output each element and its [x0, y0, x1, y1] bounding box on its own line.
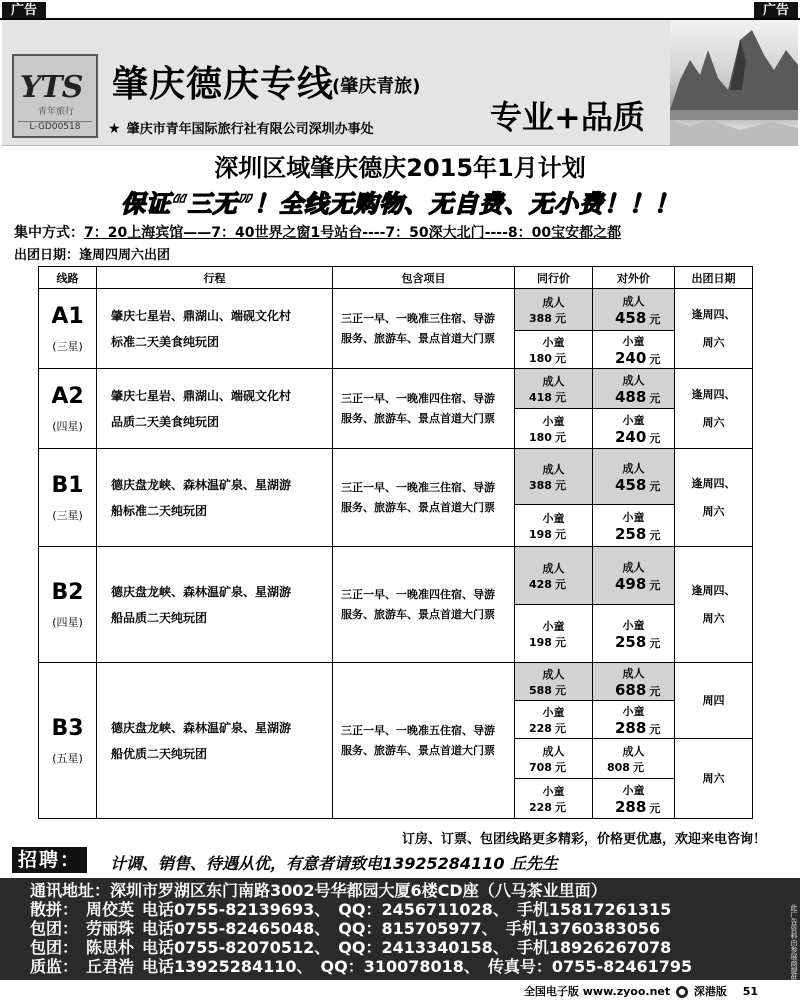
price-unit: 元 [649, 801, 661, 815]
contact-name: 周佼英 [86, 900, 135, 919]
price-label: 小童 [542, 335, 565, 349]
route-code-cell [39, 547, 97, 663]
company-text: 肇庆市青年国际旅行社有限公司深圳办事处 [126, 122, 374, 137]
contact-qq: QQ：310078018、 [320, 957, 480, 976]
table-row [39, 289, 753, 331]
contact-qq: QQ：2456711028、 [338, 900, 509, 919]
price-unit: 元 [554, 478, 566, 492]
includes-line: 服务、旅游车、景点首道大门票 [341, 500, 495, 514]
date-line: 逢周四、 [691, 307, 736, 321]
price-unit: 元 [649, 528, 661, 542]
price-unit: 元 [554, 683, 566, 697]
itinerary-cell [97, 547, 333, 663]
price-value: 708 [529, 760, 552, 774]
plan-title: 深圳区域肇庆德庆2015年1月计划 [214, 154, 586, 182]
price-label: 小童 [542, 784, 565, 798]
gather-info [14, 222, 621, 242]
date-line: 周六 [702, 771, 725, 785]
price-value: 588 [529, 683, 552, 697]
departure-cell [675, 739, 753, 819]
departure-info [14, 244, 170, 263]
route-code-cell [39, 663, 97, 819]
company-name [108, 118, 374, 137]
price-value: 180 [529, 430, 552, 444]
peer-adult-price [515, 663, 593, 701]
contact-role: 包团： [30, 938, 79, 957]
itinerary-line: 船标准二天纯玩团 [111, 503, 208, 518]
header-line: 线路 [39, 267, 97, 289]
mountain-image [670, 20, 798, 146]
departure-cell [675, 289, 753, 369]
price-label: 成人 [542, 561, 565, 575]
itinerary-line: 德庆盘龙峡、森林温矿泉、星湖游 [111, 720, 292, 735]
ad-label-left: 广告 [2, 2, 46, 20]
date-line: 周四 [702, 693, 725, 707]
price-value: 388 [529, 311, 552, 325]
itinerary-line: 德庆盘龙峡、森林温矿泉、星湖游 [111, 584, 292, 599]
date-line: 周六 [702, 611, 725, 625]
contact-name: 陈思朴 [86, 938, 135, 957]
price-unit: 元 [554, 311, 566, 325]
price-value: 198 [529, 527, 552, 541]
header-itinerary: 行程 [97, 267, 333, 289]
gather-label: 集中方式： [14, 225, 84, 241]
public-adult-price [593, 663, 675, 701]
route-code: B2 [51, 579, 84, 605]
page-number: 51 [742, 985, 758, 998]
peer-child-price [515, 331, 593, 369]
price-label: 成人 [542, 744, 565, 758]
public-adult-price [593, 547, 675, 605]
departure-cell [675, 369, 753, 449]
price-label: 小童 [542, 705, 565, 719]
price-unit: 元 [554, 635, 566, 649]
price-unit: 元 [649, 431, 661, 445]
price-value: 808 [607, 760, 630, 774]
peer-child-price [515, 409, 593, 449]
departure-label: 出团日期： [14, 248, 80, 263]
route-code: A2 [51, 383, 84, 409]
recruit-text: 计调、销售、待遇从优，有意者请致电13925284110 丘先生 [110, 854, 559, 873]
price-value: 258 [615, 524, 647, 543]
price-value: 198 [529, 635, 552, 649]
price-unit: 元 [649, 391, 661, 405]
contact-panel [0, 878, 800, 980]
contact-extra: 手机18926267078 [516, 938, 672, 957]
route-code-cell [39, 369, 97, 449]
price-unit: 元 [554, 351, 566, 365]
guarantee-slogan: 保证“三无”！全线无购物、无自费、无小费！！！ [121, 190, 679, 218]
departure-cell [675, 663, 753, 739]
price-unit: 元 [649, 578, 661, 592]
itinerary-line: 肇庆七星岩、鼎湖山、端砚文化村 [111, 308, 292, 323]
public-adult-price [593, 369, 675, 409]
includes-line: 三正一早、一晚准四住宿、导游 [341, 587, 495, 601]
brand-title: 肇庆德庆专线 [112, 64, 335, 105]
contact-phone: 电话0755-82465048、 [142, 919, 331, 938]
includes-cell [333, 449, 515, 547]
table-row [39, 449, 753, 505]
price-label: 成人 [542, 462, 565, 476]
includes-line: 三正一早、一晚准四住宿、导游 [341, 391, 495, 405]
public-child-price [593, 701, 675, 739]
price-unit: 元 [554, 390, 566, 404]
route-code-cell [39, 449, 97, 547]
peer-adult-price [515, 739, 593, 779]
itinerary-line: 肇庆七星岩、鼎湖山、端砚文化村 [111, 388, 292, 403]
ad-label-right: 广告 [754, 2, 798, 20]
slogan: 专业+品质 [490, 98, 645, 136]
date-line: 逢周四、 [691, 387, 736, 401]
public-child-price [593, 605, 675, 663]
brand-subtitle: (肇庆青旅) [332, 76, 421, 97]
price-value: 388 [529, 478, 552, 492]
price-unit: 元 [554, 800, 566, 814]
date-line: 逢周四、 [691, 476, 736, 490]
peer-adult-price [515, 547, 593, 605]
contact-name: 丘君浩 [86, 957, 135, 976]
contact-phone: 电话0755-82139693、 [142, 900, 331, 919]
price-value: 288 [615, 797, 647, 816]
peer-child-price [515, 505, 593, 547]
price-unit: 元 [649, 722, 661, 736]
peer-child-price [515, 779, 593, 819]
recruit-badge: 招聘： [12, 847, 87, 873]
price-label: 小童 [622, 783, 645, 797]
includes-cell [333, 289, 515, 369]
departure-value: 逢周四周六出团 [79, 248, 171, 263]
logo-sub: 青年旅行 [38, 107, 75, 117]
price-value: 688 [615, 680, 647, 699]
table-header-row [39, 267, 753, 289]
contact-role: 散拼： [30, 900, 79, 919]
itinerary-line: 品质二天美食纯玩团 [111, 414, 220, 429]
contact-extra: 手机13760383056 [505, 919, 661, 938]
route-grade: (三星) [52, 508, 83, 522]
price-value: 458 [615, 308, 647, 327]
contact-qq: QQ：2413340158、 [338, 938, 509, 957]
gather-value: 7：20上海宾馆——7：40世界之窗1号站台----7：50深大北门----8：00宝安都之都 [84, 225, 622, 241]
price-label: 成人 [622, 666, 645, 680]
date-line: 周六 [702, 415, 725, 429]
price-unit: 元 [649, 636, 661, 650]
price-value: 240 [615, 427, 647, 446]
yts-logo [12, 54, 98, 138]
includes-line: 三正一早、一晚准五住宿、导游 [341, 723, 495, 737]
contact-row [30, 919, 800, 938]
price-label: 成人 [622, 461, 645, 475]
includes-line: 服务、旅游车、景点首道大门票 [341, 743, 495, 757]
contact-role: 质监： [30, 957, 79, 976]
date-line: 周六 [702, 504, 725, 518]
price-unit: 元 [649, 312, 661, 326]
table-row [39, 369, 753, 409]
page-footer [524, 983, 758, 999]
license-code: L-GD00518 [18, 121, 92, 132]
contact-phone: 电话13925284110、 [142, 957, 313, 976]
price-value: 180 [529, 351, 552, 365]
route-grade: (四星) [52, 615, 83, 629]
price-value: 240 [615, 348, 647, 367]
price-label: 小童 [622, 413, 645, 427]
more-info-note: 订房、订票、包团线路更多精彩，价格更优惠，欢迎来电咨询！ [401, 832, 766, 847]
public-child-price [593, 409, 675, 449]
contact-row [30, 957, 800, 976]
globe-icon: ● [676, 986, 688, 998]
public-adult-price [593, 739, 675, 779]
price-value: 288 [615, 718, 647, 737]
route-code-cell [39, 289, 97, 369]
price-value: 488 [615, 387, 647, 406]
price-label: 小童 [622, 618, 645, 632]
date-line: 逢周四、 [691, 583, 736, 597]
price-unit: 元 [554, 760, 566, 774]
public-adult-price [593, 449, 675, 505]
route-grade: (四星) [52, 419, 83, 433]
table-row [39, 663, 753, 701]
table-row [39, 547, 753, 605]
header-departure: 出团日期 [675, 267, 753, 289]
header-includes: 包含项目 [333, 267, 515, 289]
includes-line: 服务、旅游车、景点首道大门票 [341, 411, 495, 425]
price-value: 428 [529, 577, 552, 591]
tour-price-table [38, 266, 753, 819]
logo-text: YTS [20, 70, 83, 105]
price-unit: 元 [554, 527, 566, 541]
itinerary-line: 德庆盘龙峡、森林温矿泉、星湖游 [111, 477, 292, 492]
price-label: 小童 [542, 619, 565, 633]
includes-line: 服务、旅游车、景点首道大门票 [341, 607, 495, 621]
peer-adult-price [515, 289, 593, 331]
departure-cell [675, 547, 753, 663]
price-value: 458 [615, 475, 647, 494]
includes-line: 三正一早、一晚准三住宿、导游 [341, 480, 495, 494]
departure-cell [675, 449, 753, 547]
itinerary-cell [97, 663, 333, 819]
price-value: 228 [529, 800, 552, 814]
side-note: 此广告资料由参展商提供 [790, 904, 798, 981]
public-child-price [593, 779, 675, 819]
includes-line: 三正一早、一晚准三住宿、导游 [341, 311, 495, 325]
itinerary-cell [97, 369, 333, 449]
price-label: 成人 [622, 294, 645, 308]
contact-row [30, 938, 800, 957]
price-unit: 元 [649, 684, 661, 698]
landscape-photo [670, 20, 798, 146]
header-public-price: 对外价 [593, 267, 675, 289]
price-unit: 元 [554, 721, 566, 735]
price-label: 小童 [622, 334, 645, 348]
price-unit: 元 [554, 577, 566, 591]
contact-role: 包团： [30, 919, 79, 938]
price-unit: 元 [649, 352, 661, 366]
peer-adult-price [515, 449, 593, 505]
date-line: 周六 [702, 335, 725, 349]
price-label: 小童 [622, 704, 645, 718]
price-label: 成人 [622, 373, 645, 387]
peer-adult-price [515, 369, 593, 409]
itinerary-line: 船品质二天纯玩团 [111, 610, 208, 625]
price-label: 小童 [622, 510, 645, 524]
price-value: 418 [529, 390, 552, 404]
star-icon: ★ [108, 121, 121, 137]
itinerary-line: 标准二天美食纯玩团 [111, 334, 220, 349]
public-child-price [593, 331, 675, 369]
public-adult-price [593, 289, 675, 331]
banner [2, 20, 798, 146]
route-grade: (五星) [52, 751, 83, 765]
route-code: B3 [51, 715, 84, 741]
peer-child-price [515, 701, 593, 739]
price-label: 成人 [622, 560, 645, 574]
price-unit: 元 [632, 760, 644, 774]
contact-extra: 手机15817261315 [516, 900, 672, 919]
price-unit: 元 [649, 479, 661, 493]
contact-name: 劳丽珠 [86, 919, 135, 938]
public-child-price [593, 505, 675, 547]
includes-cell [333, 663, 515, 819]
route-code: B1 [51, 472, 84, 498]
footer-publication: 深港版 [693, 985, 727, 998]
route-code: A1 [51, 303, 84, 329]
price-value: 228 [529, 721, 552, 735]
peer-child-price [515, 605, 593, 663]
contact-phone: 电话0755-82070512、 [142, 938, 331, 957]
price-label: 小童 [542, 414, 565, 428]
includes-cell [333, 369, 515, 449]
price-label: 成人 [542, 374, 565, 388]
includes-line: 服务、旅游车、景点首道大门票 [341, 331, 495, 345]
price-value: 498 [615, 574, 647, 593]
footer-edition: 全国电子版 www.zyoo.net [523, 985, 671, 998]
contact-qq: QQ：815705977、 [338, 919, 498, 938]
includes-cell [333, 547, 515, 663]
price-label: 成人 [542, 667, 565, 681]
price-value: 258 [615, 632, 647, 651]
header-peer-price: 同行价 [515, 267, 593, 289]
price-unit: 元 [554, 430, 566, 444]
route-grade: (三星) [52, 339, 83, 353]
contact-row [30, 900, 800, 919]
itinerary-line: 船优质二天纯玩团 [111, 746, 208, 761]
recruit-banner [12, 847, 788, 873]
contact-address: 通讯地址：深圳市罗湖区东门南路3002号华都园大厦6楼CD座（八马茶业里面） [30, 881, 607, 900]
price-label: 成人 [542, 295, 565, 309]
contact-extra: 传真号：0755-82461795 [487, 957, 693, 976]
price-label: 小童 [542, 511, 565, 525]
itinerary-cell [97, 449, 333, 547]
price-label: 成人 [622, 744, 645, 758]
itinerary-cell [97, 289, 333, 369]
